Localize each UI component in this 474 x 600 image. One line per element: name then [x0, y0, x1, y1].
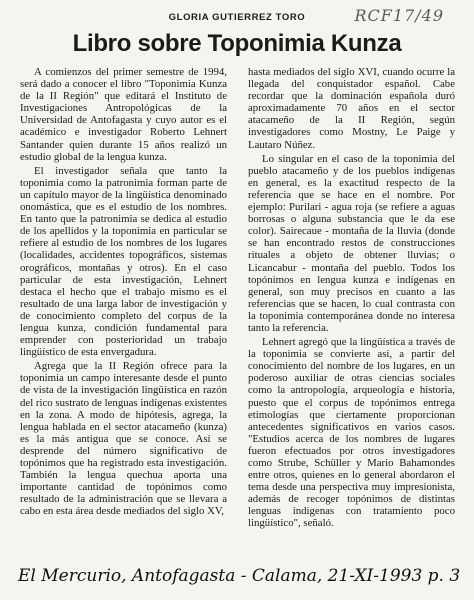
paragraph-3-continued: hasta mediados del siglo XVI, cuando ocurre la llegada del conquistador español. Cabe recordar que la dominación española duró aproximadamente 70 años en el sector atacameño de la II Región, según investigadores como Mostny, Le Paige y Lautaro Núñez. [248, 66, 455, 151]
paragraph-4: Lo singular en el caso de la toponimia del pueblo atacameño y de los pueblos indígenas en general, es la exactitud respecto de la referencia que se hace en el nombre. Por ejemplo: Purilari - agua roja (se refiere a aguas borrosas o alguna substancia que le da ese color). Sairecaue - montaña de la lluvia (donde se han encontrado restos de construcciones rituales a objeto de obtener lluvias; o Licancabur - montaña del pueblo. Todos los topónimos en lengua kunza e indígenas en general, son muy precisos en cuanto a las referencias que se hacen, lo cual contrasta con la toponimia contemporánea donde no interesa tanto la referencia. [248, 152, 455, 334]
paragraph-1: A comienzos del primer semestre de 1994, será dado a conocer el libro "Toponimia Kunza de la II Región" que editará el Instituto de Investigaciones Antropológicas de la Universidad de Antofagasta y cuyo autor es el académico e investigador Roberto Lehnert Santander quien durante 15 años realizó un estudio global de la lengua kunza. [20, 66, 227, 163]
handwritten-source-citation: El Mercurio, Antofagasta - Calama, 21-XI-1993 p. 3 [18, 566, 461, 586]
byline: GLORIA GUTIERREZ TORO [168, 12, 306, 23]
article-headline: Libro sobre Toponimia Kunza [72, 30, 402, 57]
paragraph-2: El investigador señala que tanto la toponimia como la patronimia forman parte de un capítulo mayor de la lingüística denominado onomástica, que es el estudio de los nombres. En tanto que la patronimia se dedica al estudio de los apellidos y la toponimia en particular se refiere al estudio de los nombres de los lugares (localidades, accidentes topográficos, sistemas orográficos, montañas y otros). En el caso particular de esta investigación, Lehnert destaca el hecho que el trabajo mismo es el resultado de una larga labor de investigación y de conocimiento completo del corpus de la lengua kunza, condición fundamental para emprender con posterioridad un trabajo lingüístico de esta envergadura. [20, 164, 227, 359]
article-column-left [20, 66, 227, 517]
handwritten-archive-code: RCF17/49 [354, 6, 444, 25]
article-column-right [248, 66, 455, 530]
paragraph-5: Lehnert agregó que la lingüística a través de la toponimia se convierte así, a partir del conocimiento del nombre de los lugares, en un poderoso auxiliar de otras ciencias sociales como la antropología, arqueología e historia, puesto que el corpus de topónimos entrega etimologías que ciertamente proporcionan antecedentes significativos en varios casos. "Estudios acerca de los nombres de lugares fueron efectuados por otros investigadores como Strube, Schüller y Mario Bahamondes entre otros, quienes en lo general abordaron el tema desde una perspectiva muy impresionista, además de recoger topónimos de distintas lenguas indígenas con tratamiento poco lingüístico", señaló. [248, 336, 455, 530]
paragraph-3: Agrega que la II Región ofrece para la toponimia un campo interesante desde el punto de vista de la investigación lingüística en razón del rico sustrato de lenguas indígenas existentes en la zona. A modo de hipótesis, agrega, la lengua hablada en el sector atacameño (kunza) es la más antigua que se conoce. Así se desprende del número significativo de topónimos que ha registrado esta investigación. También la lengua quechua aporta una importante cantidad de topónimos como resultado de la administración que se llevara a cabo en esta área desde mediados del siglo XV, [20, 360, 227, 518]
